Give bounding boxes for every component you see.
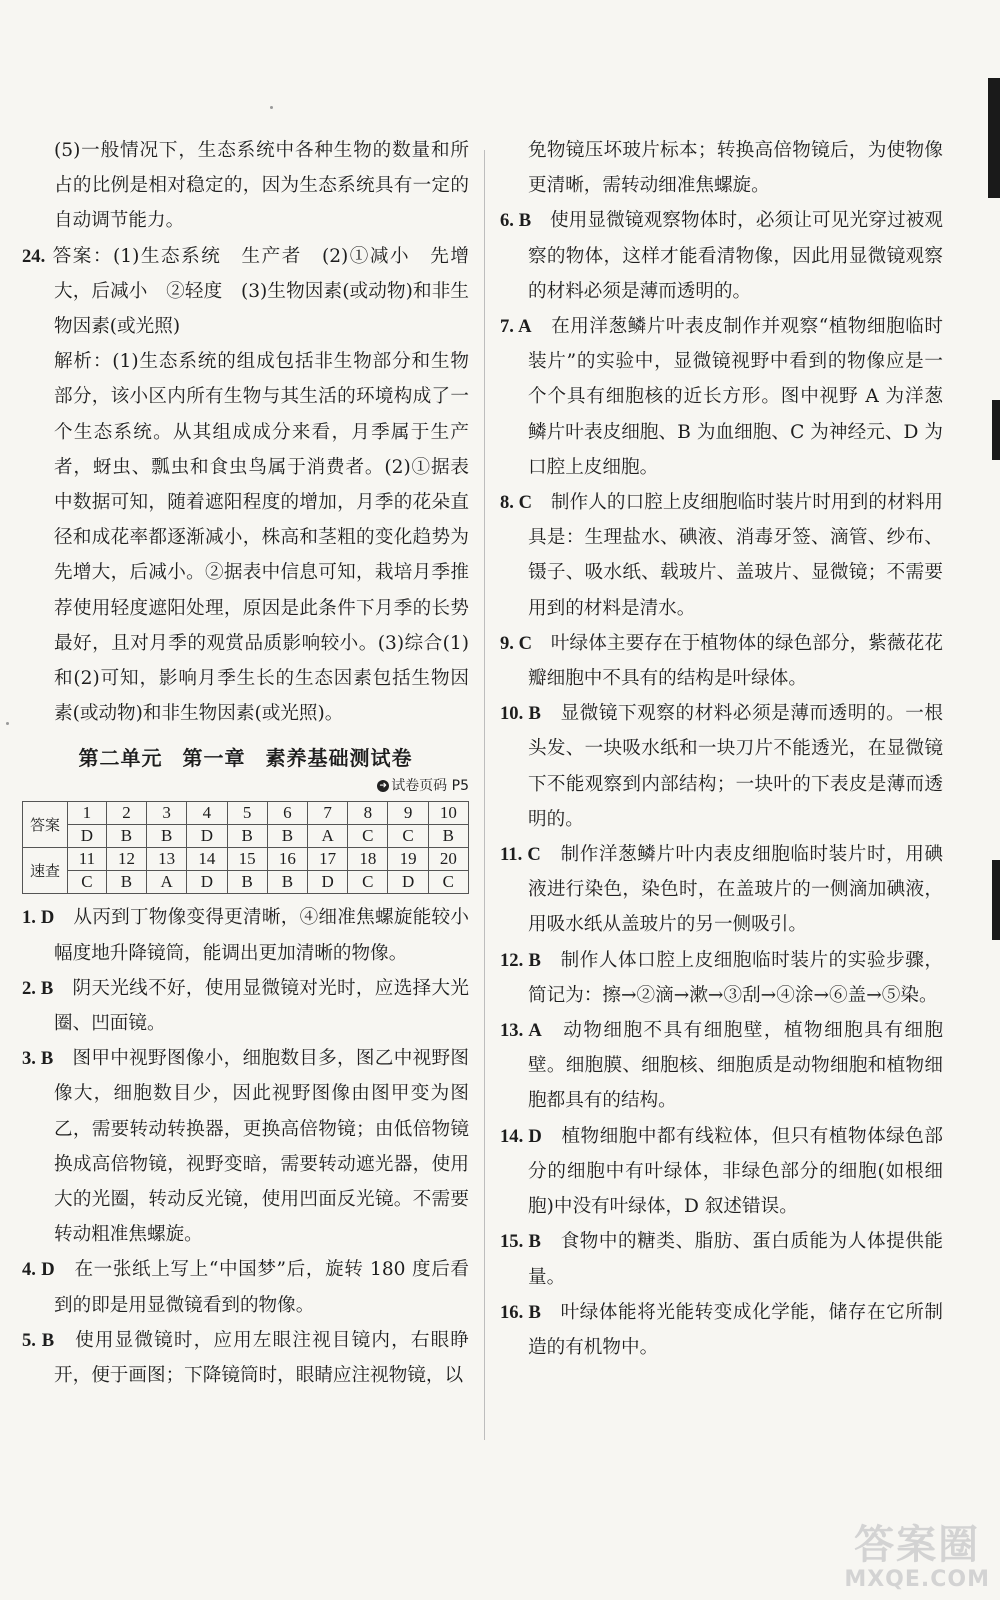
item-number: 12. B bbox=[500, 949, 541, 971]
answer-item bbox=[500, 485, 943, 626]
section-chapter: 第一章 bbox=[182, 746, 246, 771]
item-number: 11. C bbox=[500, 844, 541, 866]
item-number: 14. D bbox=[500, 1125, 542, 1147]
answer-item bbox=[22, 1252, 469, 1322]
item-text: 使用显微镜观察物体时，必须让可见光穿过被观察的物体，这样才能看清物像，因此用显微镜观察的材料必须是薄而透明的。 bbox=[528, 210, 943, 302]
table-cell: 1 bbox=[68, 802, 107, 825]
answer-quick-check-table bbox=[22, 801, 469, 894]
table-cell: 6 bbox=[267, 802, 307, 825]
page-edge-mark bbox=[992, 400, 1000, 460]
answer-item bbox=[500, 1119, 943, 1225]
table-cell: 10 bbox=[428, 802, 468, 825]
item-number: 15. B bbox=[500, 1231, 541, 1253]
answer-item bbox=[500, 837, 943, 943]
table-cell: B bbox=[428, 825, 468, 848]
table-cell: D bbox=[68, 825, 107, 848]
answer-item bbox=[22, 1323, 469, 1393]
answer-item bbox=[500, 203, 943, 309]
column-divider bbox=[484, 150, 485, 1440]
item-text: 动物细胞不具有细胞壁，植物细胞具有细胞壁。细胞膜、细胞核、细胞质是动物细胞和植物细胞都具有的结构。 bbox=[528, 1020, 943, 1112]
table-cell: 8 bbox=[348, 802, 388, 825]
q23-part5: (5)一般情况下，生态系统中各种生物的数量和所占的比例是相对稳定的，因为生态系统具有一定的自动调节能力。 bbox=[54, 140, 469, 232]
table-cell: 13 bbox=[147, 848, 187, 871]
answer-item bbox=[22, 1041, 469, 1252]
table-cell: 20 bbox=[428, 848, 468, 871]
table-cell: 19 bbox=[388, 848, 428, 871]
item-text: 在用洋葱鳞片叶表皮制作并观察“植物细胞临时装片”的实验中，显微镜视野中看到的物像应是一个个具有细胞核的近长方形。图中视野 A 为洋葱鳞片叶表皮细胞、B 为血细胞、C 为神经元、D 为口腔上皮细胞。 bbox=[528, 316, 943, 478]
table-cell: 15 bbox=[227, 848, 267, 871]
table-cell: C bbox=[68, 871, 107, 894]
table-cell: B bbox=[267, 825, 307, 848]
item-text: 图甲中视野图像小，细胞数目多，图乙中视野图像大，细胞数目少，因此视野图像由图甲变为图乙，需要转动转换器，更换高倍物镜；由低倍物镜换成高倍物镜，视野变暗，需要转动遮光器，使用大的光圈，转动反光镜，使用凹面反光镜。不需要转动粗准焦螺旋。 bbox=[54, 1048, 469, 1246]
watermark-url: MXQE.COM bbox=[844, 1567, 990, 1592]
table-cell: 9 bbox=[388, 802, 428, 825]
q5-continuation: 免物镜压坏玻片标本；转换高倍物镜后，为使物像更清晰，需转动细准焦螺旋。 bbox=[528, 140, 943, 197]
table-cell: 4 bbox=[187, 802, 227, 825]
table-cell: 14 bbox=[187, 848, 227, 871]
item-number: 1. D bbox=[22, 907, 55, 929]
table-row bbox=[23, 871, 469, 894]
table-cell: 3 bbox=[147, 802, 187, 825]
scan-speck bbox=[6, 722, 9, 725]
item-number: 7. A bbox=[500, 316, 532, 338]
q24-analysis: 解析：(1)生态系统的组成包括非生物部分和生物部分，该小区内所有生物与其生活的环境构成了一个生态系统。从其组成成分来看，月季属于生产者，蚜虫、瓢虫和食虫鸟属于消费者。(2)①据表中数据可知，随着遮阳程度的增加，月季的花朵直径和成花率都逐渐减小，株高和茎粗的变化趋势为先增大，后减小。②据表中信息可知，栽培月季推荐使用轻度遮阳处理，原因是此条件下月季的长势最好，且对月季的观赏品质影响较小。(3)综合(1)和(2)可知，影响月季生长的生态因素包括生物因素(或动物)和非生物因素(或光照)。 bbox=[54, 351, 469, 725]
table-label-top: 答案 bbox=[23, 802, 68, 848]
q24-answer-text: 答案：(1)生态系统 生产者 (2)①减小 先增大，后减小 ②轻度 (3)生物因素(或动物)和非生物因素(或光照) bbox=[52, 245, 469, 338]
table-cell: D bbox=[187, 825, 227, 848]
table-row bbox=[23, 848, 469, 871]
answer-item bbox=[500, 696, 943, 837]
item-number: 10. B bbox=[500, 703, 541, 725]
answer-item bbox=[500, 626, 943, 696]
table-cell: 5 bbox=[227, 802, 267, 825]
table-cell: A bbox=[147, 871, 187, 894]
section-unit: 第二单元 bbox=[78, 746, 163, 771]
section-title bbox=[22, 741, 469, 775]
table-cell: B bbox=[106, 825, 146, 848]
table-cell: D bbox=[308, 871, 348, 894]
table-cell: 12 bbox=[106, 848, 146, 871]
section-test: 素养基础测试卷 bbox=[265, 746, 413, 771]
item-number: 4. D bbox=[22, 1259, 55, 1281]
item-text: 植物细胞中都有线粒体，但只有植物体绿色部分的细胞中有叶绿体，非绿色部分的细胞(如根细胞)中没有叶绿体，D 叙述错误。 bbox=[528, 1125, 943, 1218]
page-edge-mark bbox=[992, 860, 1000, 940]
table-cell: C bbox=[428, 871, 468, 894]
right-column bbox=[500, 133, 943, 1365]
table-label-bottom: 速查 bbox=[23, 848, 68, 894]
table-cell: 7 bbox=[308, 802, 348, 825]
item-text: 叶绿体能将光能转变成化学能，储存在它所制造的有机物中。 bbox=[528, 1301, 943, 1358]
watermark-title: 答案圈 bbox=[854, 1522, 981, 1568]
item-number: 16. B bbox=[500, 1301, 541, 1323]
item-text: 使用显微镜时，应用左眼注视目镜内，右眼睁开，便于画图；下降镜筒时，眼睛应注视物镜，以 bbox=[54, 1329, 469, 1387]
table-cell: B bbox=[147, 825, 187, 848]
answer-item bbox=[500, 309, 943, 485]
scan-speck bbox=[270, 106, 273, 109]
table-cell: C bbox=[348, 871, 388, 894]
item-text: 制作人体口腔上皮细胞临时装片的实验步骤，简记为：擦→②滴→漱→③刮→④涂→⑥盖→⑤染。 bbox=[528, 949, 943, 1006]
table-cell: A bbox=[308, 825, 348, 848]
left-column bbox=[22, 133, 469, 1393]
item-text: 阴天光线不好，使用显微镜对光时，应选择大光圈、凹面镜。 bbox=[54, 977, 469, 1035]
item-number: 3. B bbox=[22, 1048, 54, 1070]
page-edge-mark bbox=[988, 78, 1000, 198]
watermark bbox=[844, 1523, 990, 1592]
table-cell: 18 bbox=[348, 848, 388, 871]
table-cell: B bbox=[227, 871, 267, 894]
item-text: 从丙到丁物像变得更清晰，④细准焦螺旋能较小幅度地升降镜筒，能调出更加清晰的物像。 bbox=[54, 907, 469, 964]
table-cell: 2 bbox=[106, 802, 146, 825]
item-text: 食物中的糖类、脂肪、蛋白质能为人体提供能量。 bbox=[528, 1231, 943, 1288]
item-text: 制作洋葱鳞片叶内表皮细胞临时装片时，用碘液进行染色，染色时，在盖玻片的一侧滴加碘液，用吸水纸从盖玻片的另一侧吸引。 bbox=[528, 844, 943, 936]
answer-item bbox=[500, 1295, 943, 1365]
table-cell: 16 bbox=[267, 848, 307, 871]
item-number: 2. B bbox=[22, 977, 54, 999]
item-number: 13. A bbox=[500, 1020, 542, 1042]
table-row bbox=[23, 802, 469, 825]
table-cell: B bbox=[227, 825, 267, 848]
item-text: 在一张纸上写上“中国梦”后，旋转 180 度后看到的即是用显微镜看到的物像。 bbox=[54, 1259, 469, 1316]
answer-item bbox=[22, 971, 469, 1041]
table-cell: C bbox=[348, 825, 388, 848]
answer-item bbox=[22, 900, 469, 970]
table-cell: C bbox=[388, 825, 428, 848]
q24-block bbox=[22, 239, 469, 732]
table-cell: 11 bbox=[68, 848, 107, 871]
table-cell: 17 bbox=[308, 848, 348, 871]
item-number: 5. B bbox=[22, 1329, 55, 1351]
item-text: 叶绿体主要存在于植物体的绿色部分，紫薇花花瓣细胞中不具有的结构是叶绿体。 bbox=[528, 632, 943, 690]
item-number: 6. B bbox=[500, 210, 532, 232]
table-cell: B bbox=[267, 871, 307, 894]
table-row bbox=[23, 825, 469, 848]
answer-item bbox=[500, 1013, 943, 1119]
answer-item bbox=[500, 1224, 943, 1294]
table-cell: D bbox=[388, 871, 428, 894]
q24-answer bbox=[22, 239, 469, 345]
table-cell: D bbox=[187, 871, 227, 894]
item-text: 制作人的口腔上皮细胞临时装片时用到的材料用具是：生理盐水、碘液、消毒牙签、滴管、纱布、镊子、吸水纸、载玻片、盖玻片、显微镜；不需要用到的材料是清水。 bbox=[528, 492, 943, 619]
q24-number: 24. bbox=[22, 245, 46, 267]
arrow-right-icon: ➜ bbox=[377, 780, 389, 792]
table-cell: B bbox=[106, 871, 146, 894]
page-reference bbox=[22, 775, 469, 797]
item-number: 9. C bbox=[500, 632, 533, 654]
answer-item bbox=[500, 943, 943, 1013]
item-number: 8. C bbox=[500, 492, 533, 514]
item-text: 显微镜下观察的材料必须是薄而透明的。一根头发、一块吸水纸和一块刀片不能透光，在显微镜下不能观察到内部结构；一块叶的下表皮是薄而透明的。 bbox=[528, 703, 943, 830]
page-reference-text: 试卷页码 P5 bbox=[391, 778, 469, 795]
